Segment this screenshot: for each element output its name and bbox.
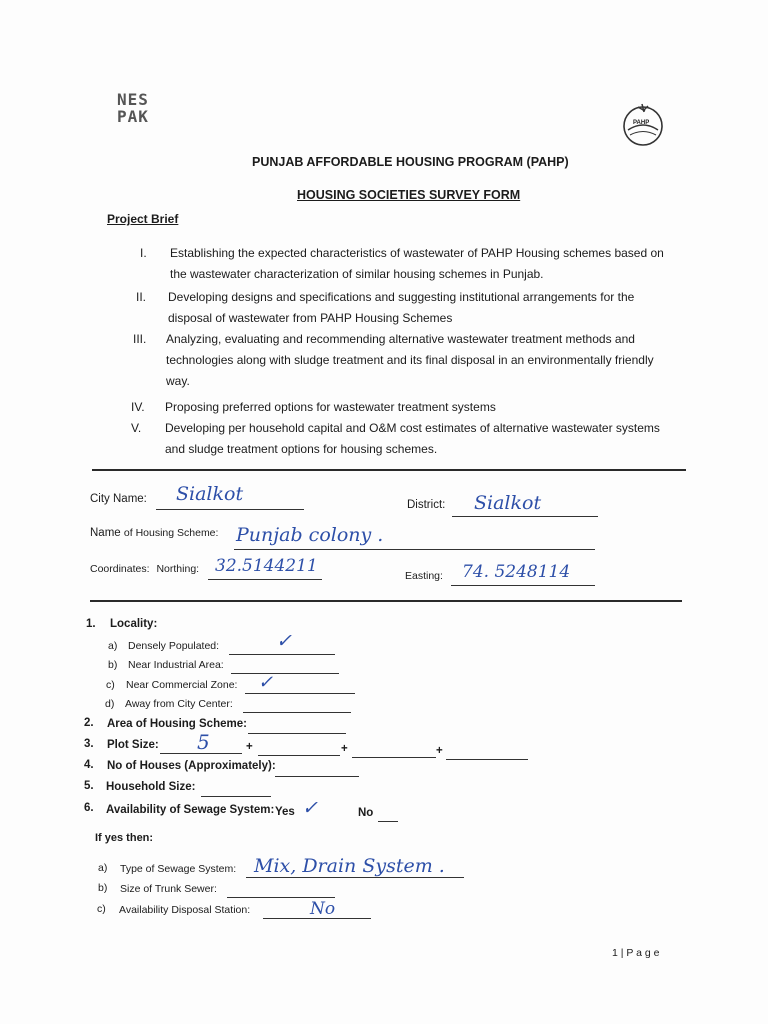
brief-item-number: II. [136,290,147,304]
brief-item-line: and sludge treatment options for housing schemes. [165,442,438,456]
q3-field-3[interactable] [352,757,436,758]
brief-item-line: Developing per household capital and O&M cost estimates of alternative wastewater systems [165,421,660,435]
brief-item-number: V. [131,421,142,435]
brief-item [140,243,688,285]
easting-label: Easting: [405,570,443,582]
q5-number: 5. [84,780,94,792]
q1c-checkmark: ✓ [258,672,274,693]
q4-label: No of Houses (Approximately): [107,760,276,772]
q6c-letter: c) [97,903,106,915]
district-field[interactable] [452,516,598,517]
brief-item-number: IV. [131,400,145,414]
q1c-field[interactable] [245,693,355,694]
project-brief-heading: Project Brief [107,212,179,226]
nespak-logo [117,91,163,127]
q6-yes-checkmark: ✓ [302,797,318,819]
coordinates-text: Coordinates: [90,563,150,575]
q6c-label: Availability Disposal Station: [119,904,251,916]
northing-field[interactable] [208,579,322,580]
q1a-field[interactable] [229,654,335,655]
q3-value: 5 [197,730,210,754]
brief-item-line: way. [166,374,190,388]
form-title: HOUSING SOCIETIES SURVEY FORM [297,188,521,202]
brief-item [136,287,688,329]
pahp-logo [618,100,668,146]
q6a-value: Mix, Drain System . [254,855,445,877]
brief-item-line: Analyzing, evaluating and recommending alternative wastewater treatment methods and [166,332,635,346]
northing-label: Northing: [156,563,200,575]
brief-item [131,418,688,460]
district-label: District: [407,499,446,511]
divider-bottom [90,600,682,602]
q6b-label: Size of Trunk Sewer: [120,883,217,895]
q3-plus-1: + [246,741,253,753]
q3-plus-2: + [341,743,348,755]
brief-item [131,397,688,418]
q6-yes-label: Yes [275,806,295,818]
housing-scheme-label-b: of Housing Scheme: [123,527,219,539]
q3-plus-3: + [436,745,443,757]
q6a-field[interactable] [246,877,464,878]
q4-field[interactable] [275,776,359,777]
q6-label: Availability of Sewage System: [106,804,275,816]
q3-field-4[interactable] [446,759,528,760]
q1d-field[interactable] [243,712,351,713]
easting-field[interactable] [451,585,595,586]
q1b-label: Near Industrial Area: [128,659,224,671]
q6b-letter: b) [98,882,108,894]
divider-top [92,469,686,471]
q1a-letter: a) [108,640,118,652]
housing-scheme-label [90,527,218,539]
pahp-logo-text: PAHP [633,120,650,126]
q2-number: 2. [84,717,94,729]
nespak-logo-text: NES PAK [117,90,149,126]
city-name-label: City Name: [90,493,147,505]
housing-scheme-field[interactable] [234,549,595,550]
city-name-value: Sialkot [176,483,244,505]
q1b-letter: b) [108,659,118,671]
q6b-field[interactable] [227,897,335,898]
q1d-letter: d) [105,698,115,710]
brief-item-line: Establishing the expected characteristics of wastewater of PAHP Housing schemes based on [170,246,664,260]
q1a-label: Densely Populated: [128,640,220,652]
q5-field[interactable] [201,796,271,797]
q1c-label: Near Commercial Zone: [126,679,238,691]
easting-value: 74. 5248114 [462,562,571,582]
q6a-letter: a) [98,862,108,874]
district-value: Sialkot [474,492,542,514]
program-title: PUNJAB AFFORDABLE HOUSING PROGRAM (PAHP) [252,155,569,169]
brief-item-line: technologies along with sludge treatment and its final disposal in an environmentally friendly [166,353,654,367]
brief-item [133,329,688,392]
page-number: 1 | P a g e [612,947,660,959]
brief-item-number: III. [133,332,147,346]
q1-number: 1. [86,618,96,630]
housing-scheme-value: Punjab colony . [236,524,384,546]
housing-scheme-label-a: Name [90,527,121,539]
q3-number: 3. [84,738,94,750]
q3-label: Plot Size: [107,739,159,751]
brief-item-line: the wastewater characterization of similar housing schemes in Punjab. [170,267,544,281]
northing-value: 32.5144211 [215,556,318,576]
q1c-letter: c) [106,679,115,691]
q3-field-2[interactable] [258,755,340,756]
q1b-field[interactable] [231,673,339,674]
q1-label: Locality: [110,618,158,630]
q5-label: Household Size: [106,781,196,793]
q6-no-label: No [358,807,374,819]
q2-field[interactable] [248,733,346,734]
q6-number: 6. [84,802,94,814]
brief-item-line: disposal of wastewater from PAHP Housing Schemes [168,311,453,325]
q6c-value: No [310,899,336,919]
q6a-label: Type of Sewage System: [120,863,237,875]
q2-label: Area of Housing Scheme: [107,718,247,730]
city-name-field[interactable] [156,509,304,510]
brief-item-number: I. [140,246,147,260]
brief-item-line: Proposing preferred options for wastewater treatment systems [165,400,496,414]
brief-item-line: Developing designs and specifications and suggesting institutional arrangements for the [168,290,635,304]
coordinates-label [90,563,199,575]
q1d-label: Away from City Center: [125,698,233,710]
q4-number: 4. [84,759,94,771]
q1a-checkmark: ✓ [276,630,292,652]
if-yes-label: If yes then: [95,832,154,844]
q6-no-field[interactable] [378,821,398,822]
